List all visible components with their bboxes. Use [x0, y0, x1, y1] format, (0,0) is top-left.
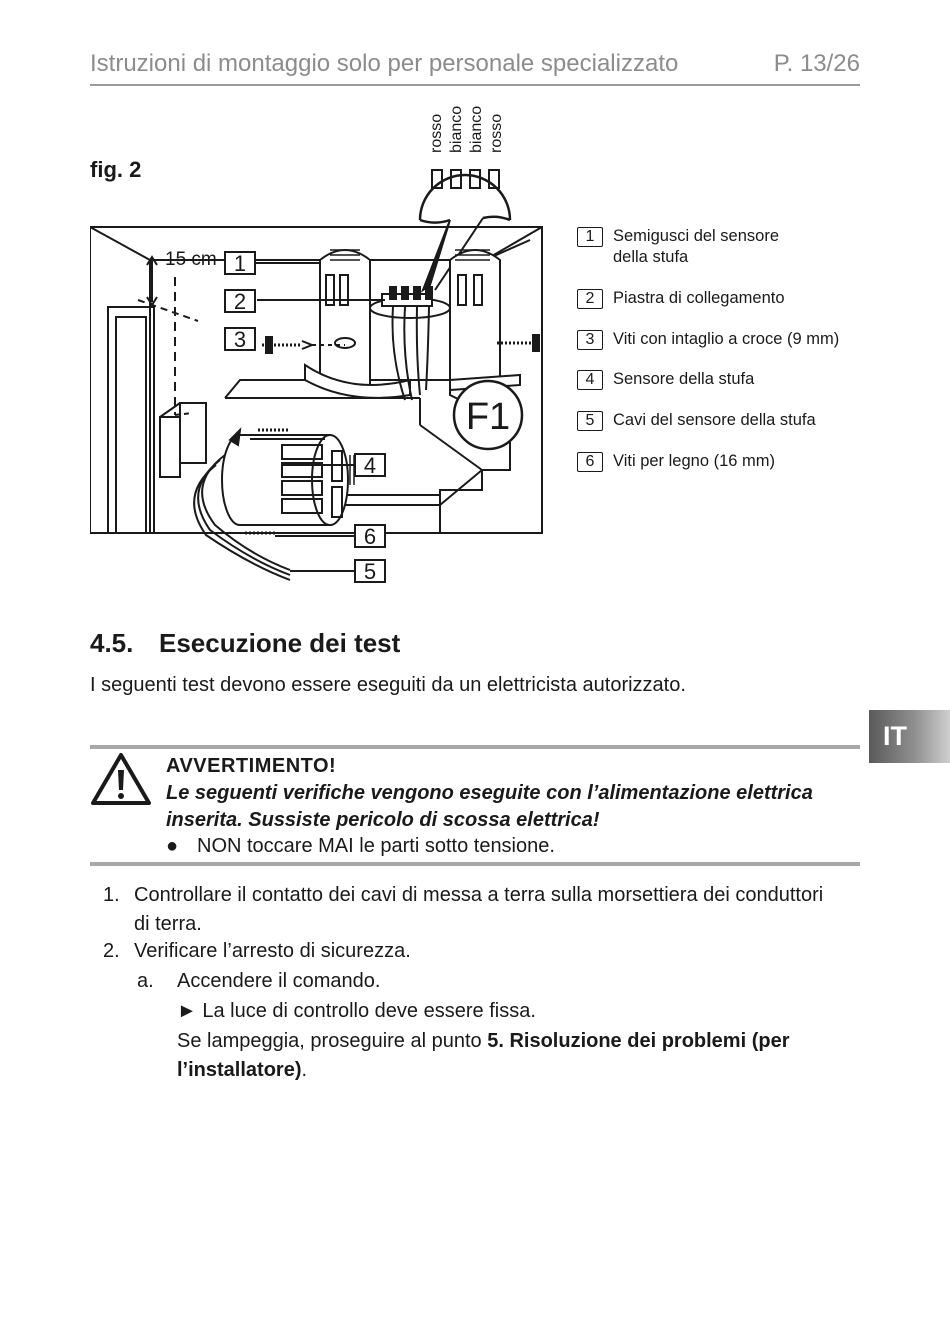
- sensor-shell-left: [305, 250, 410, 398]
- warning-top-rule: [90, 745, 860, 749]
- wire-label: rosso: [488, 113, 505, 153]
- figure-label: fig. 2: [90, 157, 142, 182]
- callout-number: 4: [363, 453, 377, 478]
- installation-diagram: [90, 95, 550, 595]
- wire-label: bianco: [468, 105, 485, 153]
- sensor-shell-right: [450, 250, 520, 390]
- callout-number: 2: [233, 289, 247, 314]
- language-tab: IT: [869, 710, 950, 763]
- note-suffix: .: [301, 1059, 308, 1081]
- legend-number: 1: [577, 227, 603, 247]
- legend-text: Viti per legno (16 mm): [613, 452, 776, 470]
- callout-number: 6: [363, 524, 377, 549]
- page-number: P. 13/26: [773, 50, 860, 77]
- step-text: Controllare il contatto dei cavi di messa a terra sulla morsettiera dei conduttori di terra.: [134, 884, 824, 935]
- section-heading: [90, 628, 400, 659]
- warning-bullet-text: NON toccare MAI le parti sotto tensione.: [197, 835, 555, 857]
- wire-label: rosso: [428, 113, 445, 153]
- legend-item: [577, 226, 779, 268]
- bullet-dot: ●: [166, 835, 179, 857]
- legend-number: 4: [577, 370, 603, 390]
- legend-text: Semigusci del sensore della stufa: [613, 227, 779, 266]
- fuse-label: F1: [465, 396, 511, 438]
- arrow-icon: ►: [177, 1000, 197, 1022]
- section-title: Esecuzione dei test: [159, 628, 401, 658]
- warning-bullet: [166, 835, 555, 858]
- substep-result-text: La luce di controllo deve essere fissa.: [202, 1000, 536, 1022]
- callout-number: 3: [233, 327, 247, 352]
- warning-triangle-icon: [90, 752, 152, 806]
- step-text: Verificare l’arresto di sicurezza.: [134, 940, 411, 962]
- legend-number: 3: [577, 330, 603, 350]
- header-divider: [90, 84, 860, 86]
- legend-item: [577, 451, 775, 472]
- substep-text: Accendere il comando.: [177, 970, 381, 992]
- stove-sensor: [194, 430, 354, 580]
- fuse-marker: [454, 381, 522, 449]
- callout-number: 1: [233, 251, 247, 276]
- legend-item: [577, 329, 839, 350]
- warning-bottom-rule: [90, 862, 860, 866]
- section-number: 4.5.: [90, 628, 134, 658]
- legend-number: 5: [577, 411, 603, 431]
- legend-number: 2: [577, 289, 603, 309]
- legend-item: [577, 410, 816, 431]
- substep-result: [177, 997, 536, 1026]
- wire-color-labels: [428, 106, 505, 153]
- step-number: 2.: [103, 940, 120, 962]
- substep-note: [177, 1027, 817, 1085]
- note-reference: 5. Risoluzione dei problemi (per l’installatore): [177, 1030, 790, 1081]
- step-number: 1.: [103, 884, 120, 906]
- note-text: Se lampeggia, proseguire al punto: [177, 1030, 488, 1052]
- distance-label: 15 cm: [165, 249, 217, 270]
- legend-text: Piastra di collegamento: [613, 289, 785, 307]
- warning-body: Le seguenti verifiche vengono eseguite con l’alimentazione elettrica inserita. Sussiste pericolo di scossa elettrica!: [166, 782, 813, 831]
- warning-heading: AVVERTIMENTO!: [166, 755, 337, 777]
- legend-item: [577, 288, 785, 309]
- legend-item: [577, 369, 754, 390]
- legend-text: Cavi del sensore della stufa: [613, 411, 816, 429]
- legend-number: 6: [577, 452, 603, 472]
- substep-number: a.: [137, 970, 154, 992]
- section-intro: I seguenti test devono essere eseguiti da un elettricista autorizzato.: [90, 674, 686, 696]
- legend-text: Viti con intaglio a croce (9 mm): [613, 330, 840, 348]
- wire-label: bianco: [448, 105, 465, 153]
- header-title: Istruzioni di montaggio solo per personale specializzato: [90, 50, 679, 77]
- legend-text: Sensore della stufa: [613, 370, 755, 388]
- callout-number: 5: [363, 559, 377, 584]
